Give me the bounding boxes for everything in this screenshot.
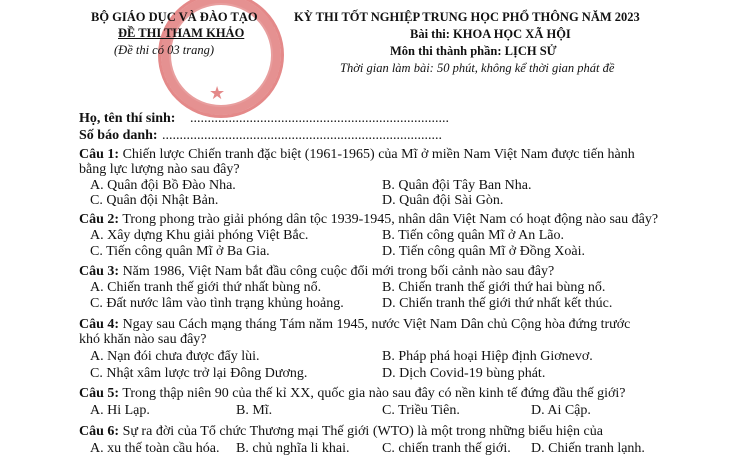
- question-text-cont: khó khăn nào sau đây?: [79, 332, 207, 347]
- option-b[interactable]: B. Pháp phá hoại Hiệp định Giơnevơ.: [382, 349, 593, 364]
- exam-type-label: ĐỀ THI THAM KHẢO: [118, 26, 245, 40]
- option-a[interactable]: A. xu thế toàn cầu hóa.: [90, 441, 220, 456]
- option-c[interactable]: C. Nhật xâm lược trở lại Đông Dương.: [90, 366, 308, 381]
- option-a[interactable]: A. Xây dựng Khu giải phóng Việt Bắc.: [90, 228, 309, 243]
- question-4: [79, 317, 630, 333]
- option-d[interactable]: D. Quân đội Sài Gòn.: [382, 193, 504, 208]
- option-c[interactable]: C. Đất nước lâm vào tình trạng khủng hoảng.: [90, 296, 344, 311]
- option-c[interactable]: C. Tiến công quân Mĩ ở Ba Gia.: [90, 244, 270, 259]
- ministry-name: BỘ GIÁO DỤC VÀ ĐÀO TẠO: [91, 10, 258, 24]
- option-c[interactable]: C. Quân đội Nhật Bản.: [90, 193, 219, 208]
- question-2: [79, 212, 658, 228]
- option-b[interactable]: B. Mĩ.: [236, 403, 273, 418]
- exam-subject: Môn thi thành phần: LỊCH SỬ: [390, 44, 557, 58]
- option-b[interactable]: B. Quân đội Tây Ban Nha.: [382, 178, 532, 193]
- question-text: Sự ra đời của Tổ chức Thương mại Thế giới (WTO) là một trong những biểu hiện của: [122, 424, 603, 439]
- question-number: Câu 4:: [79, 317, 120, 332]
- exam-title: KỲ THI TỐT NGHIỆP TRUNG HỌC PHỔ THÔNG NĂM 2023: [294, 10, 640, 24]
- question-text: Trong thập niên 90 của thế kỉ XX, quốc gia nào sau đây có nền kinh tế đứng đầu thế giới?: [122, 386, 626, 401]
- question-1: [79, 147, 635, 163]
- option-a[interactable]: A. Nạn đói chưa được đẩy lùi.: [90, 349, 260, 364]
- question-text: Năm 1986, Việt Nam bắt đầu công cuộc đổi mới trong bối cảnh nào sau đây?: [122, 264, 555, 279]
- option-b[interactable]: B. Tiến công quân Mĩ ở An Lão.: [382, 228, 565, 243]
- option-c[interactable]: C. chiến tranh thế giới.: [382, 441, 511, 456]
- exam-duration: Thời gian làm bài: 50 phút, không kể thời gian phát đề: [340, 61, 615, 75]
- question-number: Câu 3:: [79, 264, 120, 279]
- question-text-cont: bằng lực lượng nào sau đây?: [79, 162, 240, 177]
- option-a[interactable]: A. Quân đội Bồ Đào Nha.: [90, 178, 236, 193]
- option-b[interactable]: B. Chiến tranh thế giới thứ hai bùng nổ.: [382, 280, 606, 295]
- question-number: Câu 5:: [79, 386, 120, 401]
- star-icon: ★: [209, 83, 226, 104]
- option-d[interactable]: D. Chiến tranh thế giới thứ nhất kết thúc.: [382, 296, 613, 311]
- option-a[interactable]: A. Hi Lạp.: [90, 403, 150, 418]
- exam-subject-group: Bài thi: KHOA HỌC XÃ HỘI: [410, 27, 571, 41]
- candidate-name-label: Họ, tên thí sinh:: [79, 111, 176, 126]
- question-text: Ngay sau Cách mạng tháng Tám năm 1945, nước Việt Nam Dân chủ Cộng hòa đứng trước: [122, 317, 631, 332]
- option-a[interactable]: A. Chiến tranh thế giới thứ nhất bùng nổ.: [90, 280, 322, 295]
- page-count-note: (Đề thi có 03 trang): [114, 43, 214, 57]
- question-3: [79, 264, 554, 280]
- option-d[interactable]: D. Chiến tranh lạnh.: [531, 441, 645, 456]
- question-text: Trong phong trào giải phóng dân tộc 1939-1945, nhân dân Việt Nam có hoạt động nào sau đây?: [122, 212, 659, 227]
- option-d[interactable]: D. Tiến công quân Mĩ ở Đồng Xoài.: [382, 244, 586, 259]
- option-d[interactable]: D. Ai Cập.: [531, 403, 591, 418]
- option-d[interactable]: D. Dịch Covid-19 bùng phát.: [382, 366, 546, 381]
- question-text: Chiến lược Chiến tranh đặc biệt (1961-1965) của Mĩ ở miền Nam Việt Nam được tiến hành: [122, 147, 635, 162]
- option-c[interactable]: C. Triều Tiên.: [382, 403, 460, 418]
- question-number: Câu 2:: [79, 212, 120, 227]
- candidate-name-field: ..........................................................................: [190, 111, 449, 126]
- candidate-id-field: ................................................................................: [162, 128, 442, 143]
- candidate-id-label: Số báo danh:: [79, 128, 158, 143]
- question-5: [79, 386, 626, 402]
- option-b[interactable]: B. chủ nghĩa li khai.: [236, 441, 350, 456]
- question-6: [79, 424, 603, 440]
- question-number: Câu 1:: [79, 147, 120, 162]
- question-number: Câu 6:: [79, 424, 120, 439]
